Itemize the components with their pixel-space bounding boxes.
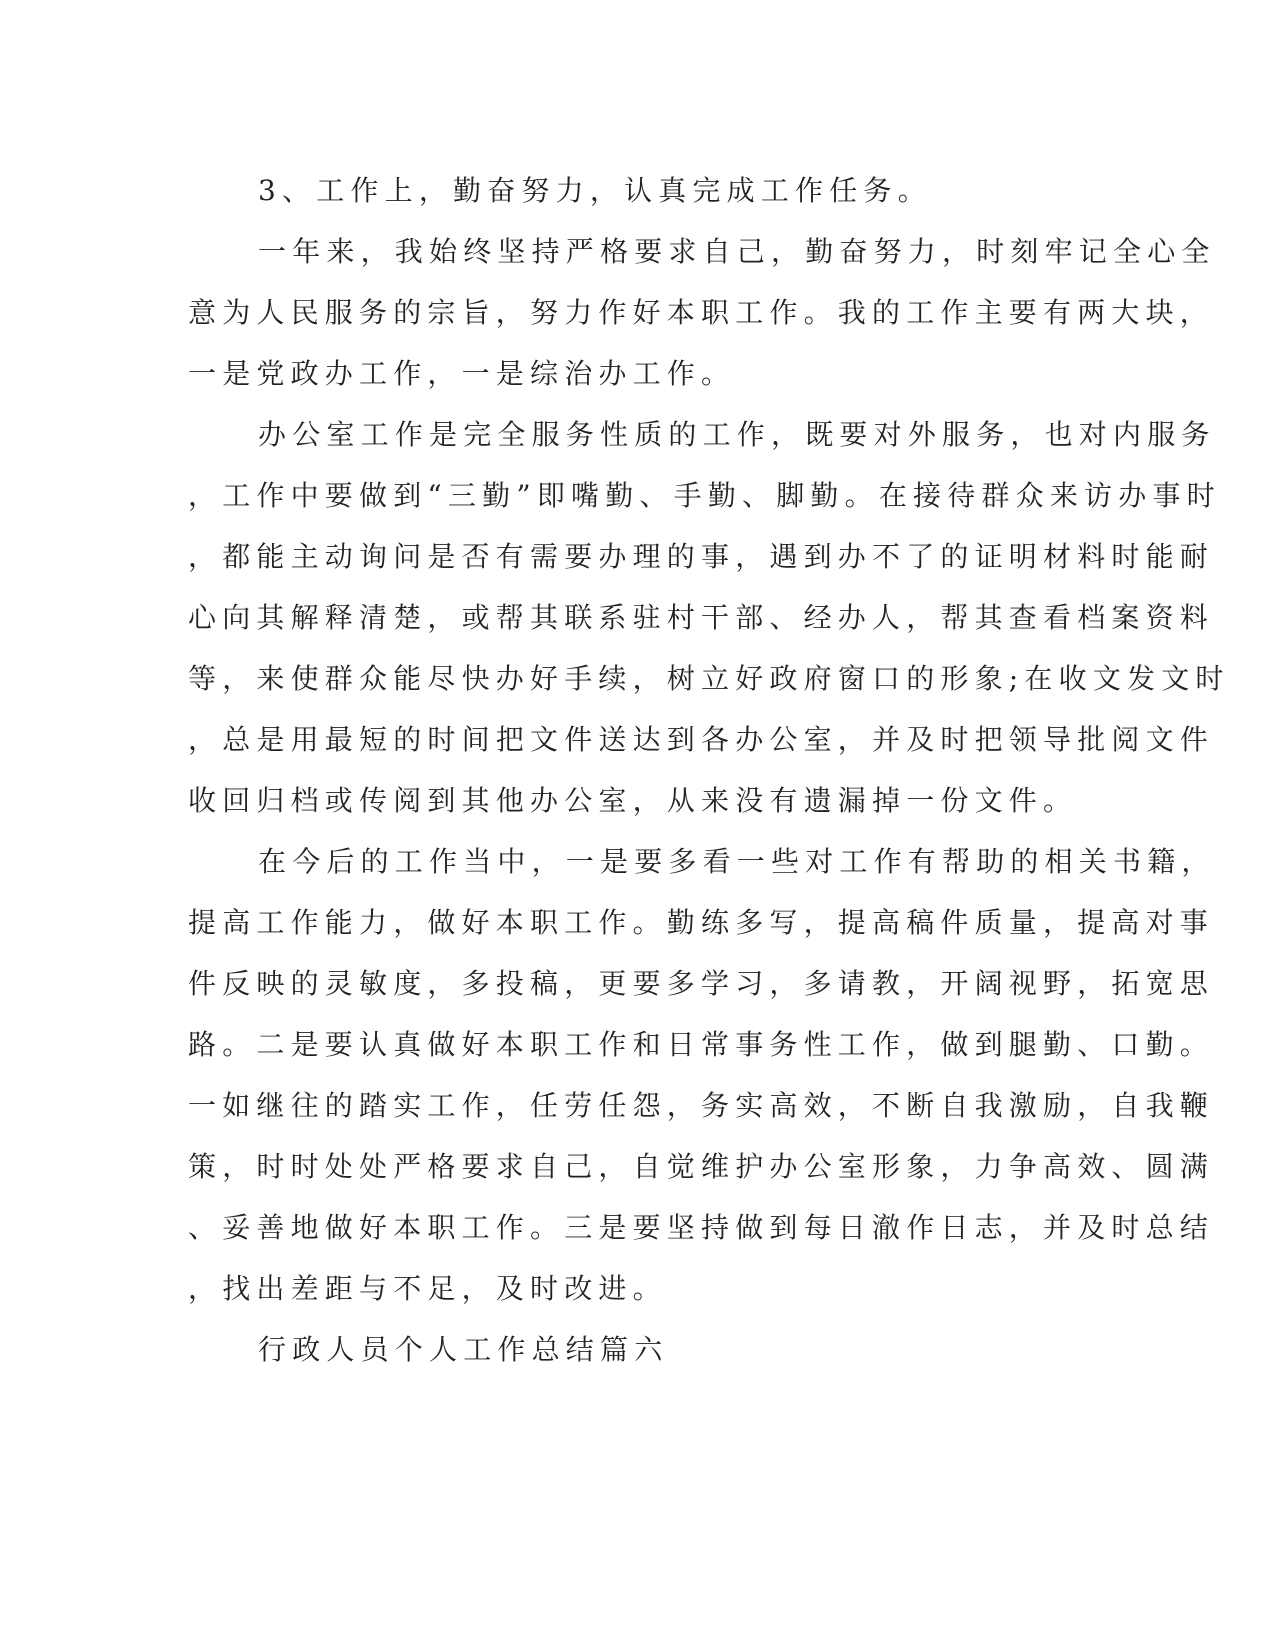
document-body	[188, 160, 1230, 1380]
text-line: 路。二是要认真做好本职工作和日常事务性工作，做到腿勤、口勤。	[188, 1028, 1215, 1061]
text-line: ，工作中要做到“三勤”即嘴勤、手勤、脚勤。在接待群众来访办事时	[188, 479, 1221, 512]
text-line: ，找出差距与不足，及时改进。	[188, 1272, 667, 1305]
text-line: 件反映的灵敏度，多投稿，更要多学习，多请教，开阔视野，拓宽思	[188, 967, 1215, 1000]
text-line: 一年来，我始终坚持严格要求自己，勤奋努力，时刻牢记全心全	[258, 235, 1216, 268]
text-line: 心向其解释清楚，或帮其联系驻村干部、经办人，帮其查看档案资料	[188, 601, 1215, 634]
text-line: 一是党政办工作，一是综治办工作。	[188, 357, 736, 390]
text-line: 等，来使群众能尽快办好手续，树立好政府窗口的形象;在收文发文时	[188, 662, 1230, 695]
text-line: 3、工作上，勤奋努力，认真完成工作任务。	[258, 174, 932, 207]
text-line: ，总是用最短的时间把文件送达到各办公室，并及时把领导批阅文件	[188, 723, 1215, 756]
text-line: 一如继往的踏实工作，任劳任怨，务实高效，不断自我激励，自我鞭	[188, 1089, 1215, 1122]
text-line: 在今后的工作当中，一是要多看一些对工作有帮助的相关书籍，	[258, 845, 1216, 878]
text-line: ，都能主动询问是否有需要办理的事，遇到办不了的证明材料时能耐	[188, 540, 1215, 573]
text-line: 意为人民服务的宗旨，努力作好本职工作。我的工作主要有两大块，	[188, 296, 1215, 329]
section-heading: 行政人员个人工作总结篇六	[258, 1333, 669, 1366]
text-line: 策，时时处处严格要求自己，自觉维护办公室形象，力争高效、圆满	[188, 1150, 1215, 1183]
text-line: 提高工作能力，做好本职工作。勤练多写，提高稿件质量，提高对事	[188, 906, 1215, 939]
text-line: 办公室工作是完全服务性质的工作，既要对外服务，也对内服务	[258, 418, 1216, 451]
text-line: 、妥善地做好本职工作。三是要坚持做到每日澈作日志，并及时总结	[188, 1211, 1215, 1244]
text-line: 收回归档或传阅到其他办公室，从来没有遗漏掉一份文件。	[188, 784, 1078, 817]
